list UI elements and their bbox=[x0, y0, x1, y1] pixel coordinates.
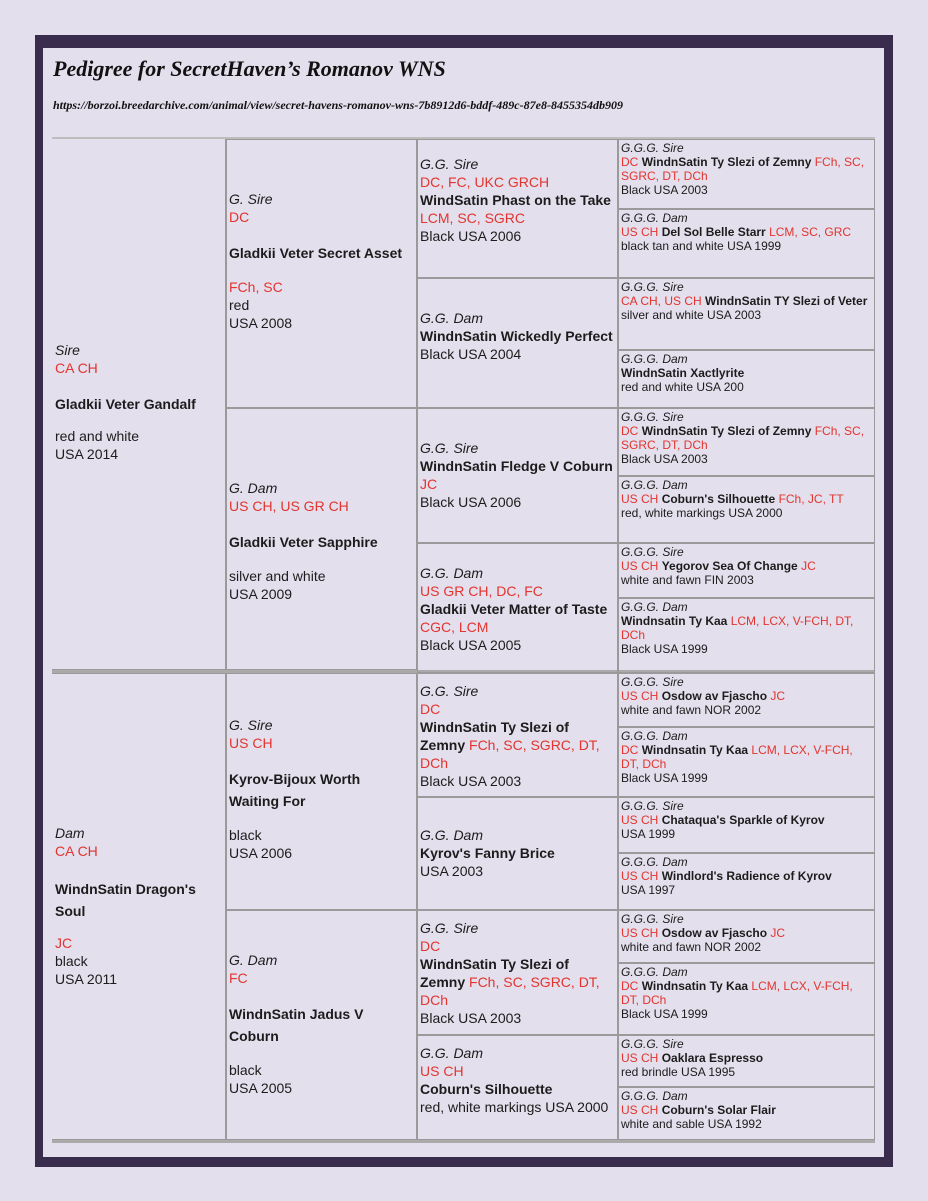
grandparent-info: USA 2009 bbox=[229, 586, 293, 602]
grandparent-name[interactable]: Kyrov-Bijoux Worth Waiting For bbox=[229, 771, 361, 809]
great-grandparent-content bbox=[420, 826, 615, 880]
ggg-ancestor-content bbox=[621, 1037, 871, 1079]
ggg-ancestor-cell bbox=[618, 853, 875, 910]
ggg-ancestor-post-titles: LCM, SC, GRC bbox=[769, 225, 852, 239]
great-grandparent-info: red, white markings USA 2000 bbox=[420, 1099, 609, 1115]
great-grandparent-name-line bbox=[420, 844, 615, 862]
great-grandparent-name-line bbox=[420, 955, 615, 1009]
ggg-ancestor-pre-titles: US CH bbox=[621, 225, 659, 239]
ggg-ancestor-name-line bbox=[621, 225, 871, 239]
ggg-ancestor-cell bbox=[618, 598, 875, 673]
great-grandparent-pre-titles: US CH bbox=[420, 1063, 464, 1079]
grandparent-pre-titles: DC bbox=[229, 209, 250, 225]
grandparent-cell bbox=[226, 139, 417, 408]
ggg-ancestor-name-line bbox=[621, 559, 871, 573]
grandparent-role: G. Dam bbox=[229, 952, 278, 968]
ggg-ancestor-name-line bbox=[621, 614, 871, 642]
ggg-ancestor-cell bbox=[618, 209, 875, 278]
ggg-ancestor-cell bbox=[618, 673, 875, 727]
ggg-ancestor-cell bbox=[618, 408, 875, 476]
great-grandparent-content bbox=[420, 1044, 615, 1116]
table-bottom-border bbox=[52, 1140, 875, 1143]
ggg-ancestor-name-line bbox=[621, 424, 871, 452]
ggg-ancestor-pre-titles: US CH bbox=[621, 869, 659, 883]
grandparent-content bbox=[229, 190, 414, 332]
ggg-ancestor-content bbox=[621, 675, 871, 717]
great-grandparent-name[interactable]: WindnSatin Wickedly Perfect bbox=[420, 328, 613, 344]
ggg-ancestor-name[interactable]: Osdow av Fjascho bbox=[661, 689, 768, 703]
dam-info: USA 2011 bbox=[55, 971, 118, 987]
great-grandparent-name[interactable]: WindSatin Phast on the Take bbox=[420, 192, 611, 208]
great-grandparent-cell bbox=[417, 673, 618, 797]
ggg-ancestor-cell bbox=[618, 727, 875, 797]
ggg-ancestor-cell bbox=[618, 139, 875, 209]
dam-role: Dam bbox=[55, 825, 85, 841]
ggg-ancestor-role: G.G.G. Dam bbox=[621, 965, 688, 979]
ggg-ancestor-info: black tan and white USA 1999 bbox=[621, 239, 782, 253]
great-grandparent-info: Black USA 2006 bbox=[420, 228, 522, 244]
ggg-ancestor-name-line bbox=[621, 492, 871, 506]
great-grandparent-role: G.G. Sire bbox=[420, 920, 479, 936]
ggg-ancestor-name-line bbox=[621, 689, 871, 703]
ggg-ancestor-name[interactable]: Windlord's Radience of Kyrov bbox=[661, 869, 832, 883]
sire-color: red and white bbox=[55, 428, 140, 444]
ggg-ancestor-pre-titles: US CH bbox=[621, 1051, 659, 1065]
sire-cell bbox=[52, 139, 226, 670]
ggg-ancestor-content bbox=[621, 600, 871, 656]
ggg-ancestor-role: G.G.G. Sire bbox=[621, 545, 684, 559]
great-grandparent-pre-titles: DC bbox=[420, 938, 441, 954]
ggg-ancestor-content bbox=[621, 352, 871, 394]
grandparent-pre-titles: FC bbox=[229, 970, 248, 986]
great-grandparent-content bbox=[420, 309, 615, 363]
grandparent-name[interactable]: WindnSatin Jadus V Coburn bbox=[229, 1006, 364, 1044]
ggg-ancestor-pre-titles: CA CH, US CH bbox=[621, 294, 702, 308]
ggg-ancestor-pre-titles: DC bbox=[621, 979, 639, 993]
sire-info: USA 2014 bbox=[55, 446, 119, 462]
ggg-ancestor-name[interactable]: Osdow av Fjascho bbox=[661, 926, 768, 940]
ggg-ancestor-name[interactable]: Del Sol Belle Starr bbox=[661, 225, 766, 239]
ggg-ancestor-cell bbox=[618, 910, 875, 963]
great-grandparent-cell bbox=[417, 910, 618, 1035]
ggg-ancestor-role: G.G.G. Dam bbox=[621, 211, 688, 225]
great-grandparent-role: G.G. Dam bbox=[420, 1045, 484, 1061]
ggg-ancestor-name-line bbox=[621, 155, 871, 183]
great-grandparent-name-line bbox=[420, 191, 615, 227]
great-grandparent-info: Black USA 2006 bbox=[420, 494, 522, 510]
ggg-ancestor-info: red, white markings USA 2000 bbox=[621, 506, 783, 520]
ggg-ancestor-post-titles: LCM, LCX, V-FCH, DT, DCh bbox=[621, 743, 853, 771]
ggg-ancestor-role: G.G.G. Sire bbox=[621, 675, 684, 689]
great-grandparent-post-titles: LCM, SC, SGRC bbox=[420, 210, 526, 226]
great-grandparent-cell bbox=[417, 408, 618, 543]
grandparent-color: black bbox=[229, 1062, 262, 1078]
ggg-ancestor-post-titles: JC bbox=[770, 689, 786, 703]
ggg-ancestor-info: Black USA 1999 bbox=[621, 771, 708, 785]
grandparent-info: USA 2005 bbox=[229, 1080, 293, 1096]
ggg-ancestor-name[interactable]: Chataqua's Sparkle of Kyrov bbox=[661, 813, 825, 827]
ggg-ancestor-role: G.G.G. Dam bbox=[621, 1089, 688, 1103]
ggg-ancestor-name[interactable]: Windnsatin Ty Kaa bbox=[641, 743, 749, 757]
great-grandparent-role: G.G. Sire bbox=[420, 440, 479, 456]
ggg-ancestor-name-line bbox=[621, 366, 871, 380]
great-grandparent-info: Black USA 2004 bbox=[420, 346, 522, 362]
ggg-ancestor-name-line bbox=[621, 869, 871, 883]
ggg-ancestor-role: G.G.G. Sire bbox=[621, 280, 684, 294]
great-grandparent-role: G.G. Dam bbox=[420, 565, 484, 581]
ggg-ancestor-info: USA 1999 bbox=[621, 827, 676, 841]
great-grandparent-pre-titles: DC, FC, UKC GRCH bbox=[420, 174, 550, 190]
ggg-ancestor-info: silver and white USA 2003 bbox=[621, 308, 762, 322]
grandparent-content bbox=[229, 479, 414, 603]
ggg-ancestor-pre-titles: US CH bbox=[621, 813, 659, 827]
ggg-ancestor-role: G.G.G. Dam bbox=[621, 600, 688, 614]
great-grandparent-cell bbox=[417, 1035, 618, 1140]
ggg-ancestor-pre-titles: US CH bbox=[621, 1103, 659, 1117]
ggg-ancestor-post-titles: FCh, JC, TT bbox=[778, 492, 844, 506]
ggg-ancestor-content bbox=[621, 211, 871, 253]
page-title: Pedigree for SecretHaven’s Romanov WNS bbox=[53, 56, 446, 81]
ggg-ancestor-role: G.G.G. Sire bbox=[621, 141, 684, 155]
ggg-ancestor-content bbox=[621, 729, 871, 785]
dam-titles: CA CH bbox=[55, 843, 98, 859]
ggg-ancestor-info: red and white USA 200 bbox=[621, 380, 744, 394]
ggg-ancestor-role: G.G.G. Dam bbox=[621, 352, 688, 366]
great-grandparent-name-line bbox=[420, 1080, 615, 1098]
great-grandparent-content bbox=[420, 682, 615, 790]
grandparent-color: black bbox=[229, 827, 262, 843]
ggg-ancestor-name[interactable]: Coburn's Silhouette bbox=[661, 492, 776, 506]
ggg-ancestor-content bbox=[621, 545, 871, 587]
ggg-ancestor-post-titles: LCM, LCX, V-FCH, DT, DCh bbox=[621, 979, 853, 1007]
grandparent-content bbox=[229, 716, 414, 862]
great-grandparent-info: USA 2003 bbox=[420, 863, 484, 879]
great-grandparent-role: G.G. Dam bbox=[420, 827, 484, 843]
sire-name[interactable]: Gladkii Veter Gandalf bbox=[55, 396, 196, 412]
great-grandparent-content bbox=[420, 919, 615, 1027]
ggg-ancestor-name-line bbox=[621, 813, 871, 827]
dam-color: black bbox=[55, 953, 88, 969]
ggg-ancestor-content bbox=[621, 280, 871, 322]
dam-post-titles: JC bbox=[55, 935, 73, 951]
great-grandparent-content bbox=[420, 155, 615, 245]
grandparent-pre-titles: US CH bbox=[229, 735, 273, 751]
ggg-ancestor-cell bbox=[618, 963, 875, 1035]
ggg-ancestor-cell bbox=[618, 350, 875, 408]
ggg-ancestor-info: Black USA 2003 bbox=[621, 183, 708, 197]
great-grandparent-info: Black USA 2003 bbox=[420, 1010, 522, 1026]
ggg-ancestor-content bbox=[621, 855, 871, 897]
great-grandparent-name-line bbox=[420, 718, 615, 772]
sire-role: Sire bbox=[55, 342, 80, 358]
ggg-ancestor-pre-titles: US CH bbox=[621, 689, 659, 703]
great-grandparent-info: Black USA 2003 bbox=[420, 773, 522, 789]
grandparent-pre-titles: US CH, US GR CH bbox=[229, 498, 349, 514]
ggg-ancestor-info: Black USA 1999 bbox=[621, 642, 708, 656]
great-grandparent-cell bbox=[417, 139, 618, 278]
ggg-ancestor-name[interactable]: WindnSatin TY Slezi of Veter bbox=[705, 294, 868, 308]
grandparent-name[interactable]: Gladkii Veter Sapphire bbox=[229, 534, 378, 550]
ggg-ancestor-cell bbox=[618, 1035, 875, 1087]
great-grandparent-post-titles: CGC, LCM bbox=[420, 619, 489, 635]
grandparent-info: USA 2008 bbox=[229, 315, 293, 331]
ggg-ancestor-post-titles: JC bbox=[770, 926, 786, 940]
grandparent-color: silver and white bbox=[229, 568, 326, 584]
ggg-ancestor-info: white and fawn NOR 2002 bbox=[621, 940, 762, 954]
great-grandparent-name-line bbox=[420, 457, 615, 493]
ggg-ancestor-role: G.G.G. Sire bbox=[621, 912, 684, 926]
ggg-ancestor-role: G.G.G. Sire bbox=[621, 799, 684, 813]
great-grandparent-pre-titles: DC bbox=[420, 701, 441, 717]
great-grandparent-name-line bbox=[420, 327, 615, 345]
ggg-ancestor-name[interactable]: WindnSatin Ty Slezi of Zemny bbox=[641, 424, 812, 438]
great-grandparent-name[interactable]: WindnSatin Ty Slezi of Zemny bbox=[420, 719, 569, 753]
ggg-ancestor-post-titles: FCh, SC, SGRC, DT, DCh bbox=[621, 155, 865, 183]
ggg-ancestor-info: white and fawn NOR 2002 bbox=[621, 703, 762, 717]
dam-name[interactable]: WindnSatin Dragon's Soul bbox=[55, 881, 196, 919]
great-grandparent-post-titles: FCh, SC, SGRC, DT, DCh bbox=[420, 737, 600, 771]
ggg-ancestor-cell bbox=[618, 543, 875, 598]
ggg-ancestor-pre-titles: US CH bbox=[621, 492, 659, 506]
grandparent-cell bbox=[226, 408, 417, 670]
ggg-ancestor-name[interactable]: Windnsatin Ty Kaa bbox=[641, 979, 749, 993]
grandparent-cell bbox=[226, 673, 417, 910]
great-grandparent-pre-titles: US GR CH, DC, FC bbox=[420, 583, 543, 599]
great-grandparent-name[interactable]: WindnSatin Fledge V Coburn bbox=[420, 458, 613, 474]
ggg-ancestor-name-line bbox=[621, 926, 871, 940]
ggg-ancestor-content bbox=[621, 478, 871, 520]
great-grandparent-role: G.G. Dam bbox=[420, 310, 484, 326]
ggg-ancestor-content bbox=[621, 965, 871, 1021]
ggg-ancestor-role: G.G.G. Dam bbox=[621, 478, 688, 492]
ggg-ancestor-role: G.G.G. Sire bbox=[621, 410, 684, 424]
ggg-ancestor-info: white and fawn FIN 2003 bbox=[621, 573, 754, 587]
ggg-ancestor-info: white and sable USA 1992 bbox=[621, 1117, 762, 1131]
great-grandparent-cell bbox=[417, 797, 618, 910]
great-grandparent-name-line bbox=[420, 600, 615, 636]
ggg-ancestor-name-line bbox=[621, 1103, 871, 1117]
great-grandparent-name[interactable]: WindnSatin Ty Slezi of Zemny bbox=[420, 956, 569, 990]
great-grandparent-role: G.G. Sire bbox=[420, 156, 479, 172]
ggg-ancestor-role: G.G.G. Dam bbox=[621, 855, 688, 869]
grandparent-info: USA 2006 bbox=[229, 845, 293, 861]
sire-titles: CA CH bbox=[55, 360, 98, 376]
ggg-ancestor-cell bbox=[618, 278, 875, 350]
ggg-ancestor-pre-titles: US CH bbox=[621, 926, 659, 940]
grandparent-content bbox=[229, 951, 414, 1097]
ggg-ancestor-content bbox=[621, 141, 871, 197]
ggg-ancestor-content bbox=[621, 410, 871, 466]
ggg-ancestor-cell bbox=[618, 476, 875, 543]
ggg-ancestor-cell bbox=[618, 797, 875, 853]
grandparent-role: G. Sire bbox=[229, 717, 273, 733]
great-grandparent-name[interactable]: Gladkii Veter Matter of Taste bbox=[420, 601, 608, 617]
ggg-ancestor-role: G.G.G. Dam bbox=[621, 729, 688, 743]
ggg-ancestor-post-titles: JC bbox=[801, 559, 816, 573]
dam-cell bbox=[52, 673, 226, 1140]
great-grandparent-role: G.G. Sire bbox=[420, 683, 479, 699]
ggg-ancestor-name[interactable]: Windnsatin Ty Kaa bbox=[621, 614, 728, 628]
ggg-ancestor-name[interactable]: WindnSatin Xactlyrite bbox=[621, 366, 745, 380]
great-grandparent-cell bbox=[417, 543, 618, 673]
ggg-ancestor-cell bbox=[618, 1087, 875, 1140]
ggg-ancestor-name[interactable]: WindnSatin Ty Slezi of Zemny bbox=[641, 155, 812, 169]
ggg-ancestor-info: red brindle USA 1995 bbox=[621, 1065, 736, 1079]
ggg-ancestor-info: Black USA 1999 bbox=[621, 1007, 708, 1021]
great-grandparent-content bbox=[420, 439, 615, 511]
ggg-ancestor-name-line bbox=[621, 979, 871, 1007]
ggg-ancestor-pre-titles: DC bbox=[621, 424, 639, 438]
grandparent-name[interactable]: Gladkii Veter Secret Asset bbox=[229, 245, 403, 261]
page-url: https://borzoi.breedarchive.com/animal/view/secret-havens-romanov-wns-7b8912d6-bddf-489c-87e8-8455354db909 bbox=[53, 98, 623, 112]
ggg-ancestor-name[interactable]: Oaklara Espresso bbox=[661, 1051, 764, 1065]
ggg-ancestor-post-titles: LCM, LCX, V-FCH, DT, DCh bbox=[621, 614, 854, 642]
ggg-ancestor-pre-titles: US CH bbox=[621, 559, 659, 573]
ggg-ancestor-info: USA 1997 bbox=[621, 883, 676, 897]
grandparent-cell bbox=[226, 910, 417, 1140]
ggg-ancestor-name[interactable]: Yegorov Sea Of Change bbox=[661, 559, 798, 573]
great-grandparent-info: Black USA 2005 bbox=[420, 637, 522, 653]
ggg-ancestor-name-line bbox=[621, 294, 871, 308]
ggg-ancestor-name[interactable]: Coburn's Solar Flair bbox=[661, 1103, 776, 1117]
great-grandparent-post-titles: FCh, SC, SGRC, DT, DCh bbox=[420, 974, 600, 1008]
ggg-ancestor-content bbox=[621, 1089, 871, 1131]
ggg-ancestor-name-line bbox=[621, 743, 871, 771]
great-grandparent-name[interactable]: Kyrov's Fanny Brice bbox=[420, 845, 555, 861]
ggg-ancestor-content bbox=[621, 912, 871, 954]
ggg-ancestor-name-line bbox=[621, 1051, 871, 1065]
ggg-ancestor-pre-titles: DC bbox=[621, 743, 639, 757]
great-grandparent-name[interactable]: Coburn's Silhouette bbox=[420, 1081, 553, 1097]
ggg-ancestor-content bbox=[621, 799, 871, 841]
ggg-ancestor-info: Black USA 2003 bbox=[621, 452, 708, 466]
grandparent-post-titles: FCh, SC bbox=[229, 279, 283, 295]
ggg-ancestor-post-titles: FCh, SC, SGRC, DT, DCh bbox=[621, 424, 865, 452]
great-grandparent-cell bbox=[417, 278, 618, 408]
ggg-ancestor-role: G.G.G. Sire bbox=[621, 1037, 684, 1051]
grandparent-role: G. Dam bbox=[229, 480, 278, 496]
grandparent-color: red bbox=[229, 297, 250, 313]
grandparent-role: G. Sire bbox=[229, 191, 273, 207]
great-grandparent-post-titles: JC bbox=[420, 476, 438, 492]
ggg-ancestor-pre-titles: DC bbox=[621, 155, 639, 169]
great-grandparent-content bbox=[420, 564, 615, 654]
